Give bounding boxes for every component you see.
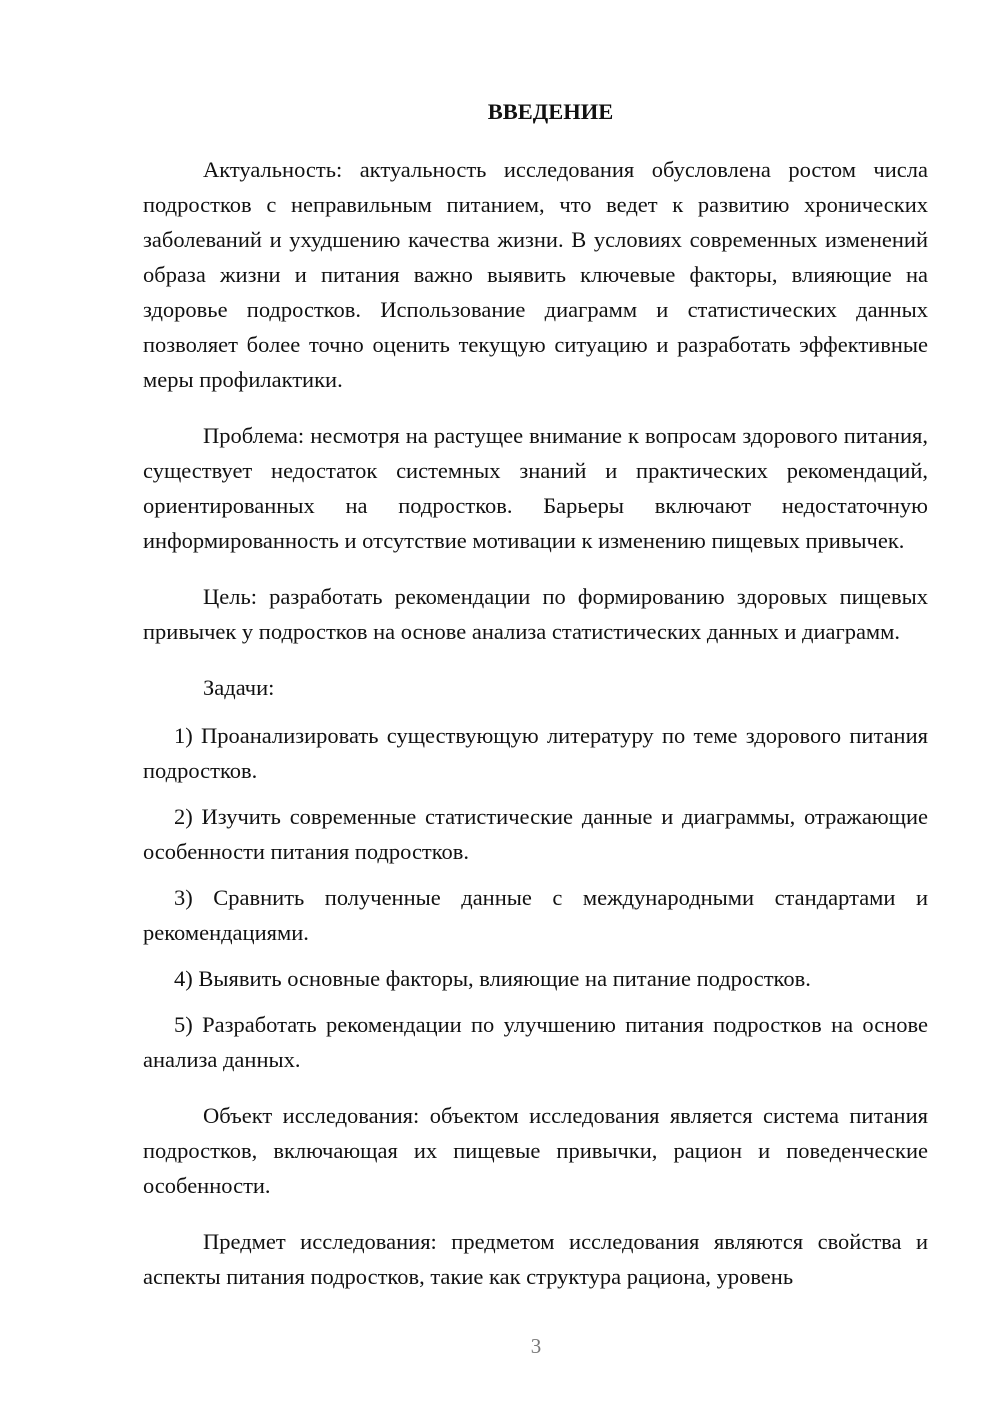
page-content	[143, 94, 928, 1315]
section-title: ВВЕДЕНИЕ	[487, 99, 614, 124]
paragraph-object: Объект исследования: объектом исследования является система питания подростков, включающая их пищевые привычки, рацион и поведенческие особенности.	[143, 1103, 928, 1198]
task-item-4: 4) Выявить основные факторы, влияющие на питание подростков.	[174, 966, 811, 991]
paragraph-problem: Проблема: несмотря на растущее внимание к вопросам здорового питания, существует недостаток системных знаний и практических рекомендаций, ориентированных на подростков. Барьеры включают недостаточную информированность и отсутствие мотивации к изменению пищевых привычек.	[143, 423, 928, 553]
paragraph-subject: Предмет исследования: предметом исследования являются свойства и аспекты питания подростков, такие как структура рациона, уровень	[143, 1229, 928, 1289]
task-item-3: 3) Сравнить полученные данные с международными стандартами и рекомендациями.	[143, 885, 928, 945]
page-number: 3	[530, 1334, 542, 1358]
paragraph-goal: Цель: разработать рекомендации по формированию здоровых пищевых привычек у подростков на основе анализа статистических данных и диаграмм.	[143, 584, 928, 644]
task-item-5: 5) Разработать рекомендации по улучшению питания подростков на основе анализа данных.	[143, 1012, 928, 1072]
paragraph-relevance: Актуальность: актуальность исследования обусловлена ростом числа подростков с неправильным питанием, что ведет к развитию хронических заболеваний и ухудшению качества жизни. В условиях современных изменений образа жизни и питания важно выявить ключевые факторы, влияющие на здоровье подростков. Использование диаграмм и статистических данных позволяет более точно оценить текущую ситуацию и разработать эффективные меры профилактики.	[143, 157, 928, 392]
task-item-2: 2) Изучить современные статистические данные и диаграммы, отражающие особенности питания подростков.	[143, 804, 928, 864]
task-item-1: 1) Проанализировать существующую литературу по теме здорового питания подростков.	[143, 723, 928, 783]
paragraph-tasks-heading: Задачи:	[203, 675, 275, 700]
